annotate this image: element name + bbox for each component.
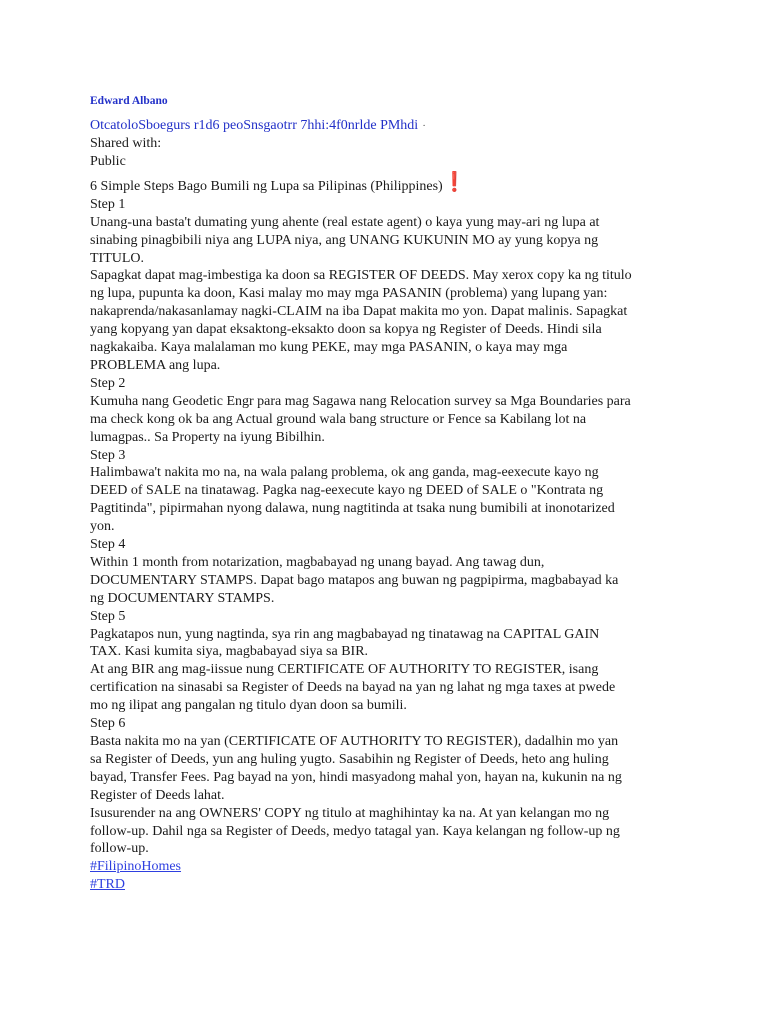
step-label: Step 4	[90, 537, 126, 553]
step-paragraph: Sapagkat dapat mag-imbestiga ka doon sa REGISTER OF DEEDS. May xerox copy ka ng titulo ng lupa, pupunta ka doon, Kasi malay mo may mga PASANIN (problema) yang lupang yan: nakaprenda/nakasanlamay nagki-CLAIM na iba Dapat makita mo yon. Dapat malinis. Sapagkat yang kopyang yan dapat eksaktong-eksakto doon sa kopya ng Register of Deeds. Hindi sila nagkakaiba. Kaya malalaman mo kung PEKE, may mga PASANIN, o kaya may mga PROBLEMA ang lupa.	[90, 268, 632, 373]
shared-with-label: Shared with:	[90, 136, 162, 151]
step-paragraph: Pagkatapos nun, yung nagtinda, sya rin ang magbabayad ng tinatawag na CAPITAL GAIN TAX. Kasi kumita siya, magbabayad siya sa BIR.	[90, 626, 600, 660]
exclamation-icon: ❗	[442, 170, 467, 193]
step-paragraph: Within 1 month from notarization, magbabayad ng unang bayad. Ang tawag dun, DOCUMENTARY STAMPS. Dapat bago matapos ang buwan ng pagpipirma, magbabayad ka ng DOCUMENTARY STAMPS.	[90, 554, 619, 606]
hashtag-link[interactable]: #TRD	[90, 877, 125, 893]
timestamp-separator: ·	[422, 120, 426, 132]
step-paragraph: Halimbawa't nakita mo na, na wala palang problema, ok ang ganda, mag-eexecute kayo ng DEED of SALE na tinatawag. Pagka nag-eexecute kayo ng DEED of SALE o "Kontrata ng Pagtitinda", pipirmahan nyong dalawa, nung nagtitinda at tsaka nung bumibili at inonotarized yon.	[90, 465, 615, 535]
step-label: Step 6	[90, 716, 126, 732]
step-label: Step 5	[90, 608, 126, 624]
step-paragraph: Basta nakita mo na yan (CERTIFICATE OF AUTHORITY TO REGISTER), dadalhin mo yan sa Register of Deeds, yun ang huling yugto. Sasabihin ng Register of Deeds, heto ang huling bayad, Transfer Fees. Pag bayad na yon, hindi masyadong mahal yon, hayan na, kukunin na ng Register of Deeds lahat.	[90, 734, 622, 803]
author-name[interactable]: Edward Albano	[90, 95, 168, 107]
post	[90, 94, 690, 894]
timestamp-row	[90, 117, 690, 135]
step-label: Step 2	[90, 375, 126, 391]
post-title: 6 Simple Steps Bago Bumili ng Lupa sa Pilipinas (Philippines)	[90, 178, 443, 194]
step-label: Step 3	[90, 447, 126, 463]
audience-label: Public	[90, 153, 126, 169]
steps-container	[90, 196, 690, 859]
hashtags-container	[90, 858, 690, 894]
step-paragraph: Isusurender na ang OWNERS' COPY ng titulo at maghihintay ka na. At yan kelangan mo ng follow-up. Dahil nga sa Register of Deeds, medyo tatagal yan. Kaya kelangan ng follow-up ng follow-up.	[90, 805, 620, 857]
timestamp-link[interactable]: OtcatoloSboegurs r1d6 peoSnsgaotrr 7hhi:4f0nrlde PMhdi	[90, 118, 419, 133]
step-paragraph: Kumuha nang Geodetic Engr para mag Sagawa nang Relocation survey sa Mga Boundaries para ma check kong ok ba ang Actual ground wala bang structure or Fence sa Kabilang lot na lumagpas.. Sa Property na iyung Bibilhin.	[90, 393, 631, 445]
post-title-row	[90, 170, 690, 196]
step-label: Step 1	[90, 196, 126, 212]
hashtag-link[interactable]: #FilipinoHomes	[90, 859, 182, 875]
step-paragraph: Unang-una basta't dumating yung ahente (real estate agent) o kaya yung may-ari ng lupa at sinabing pinagbibili niya ang LUPA niya, ang UNANG KUKUNIN MO ay yung kopya ng TITULO.	[90, 214, 600, 266]
step-paragraph: At ang BIR ang mag-iissue nung CERTIFICATE OF AUTHORITY TO REGISTER, isang certification na sinasabi sa Register of Deeds na bayad na yan ng lahat ng mga taxes at pwede mo ng ilipat ang pangalan ng titulo dyan doon sa bumili.	[90, 662, 616, 714]
